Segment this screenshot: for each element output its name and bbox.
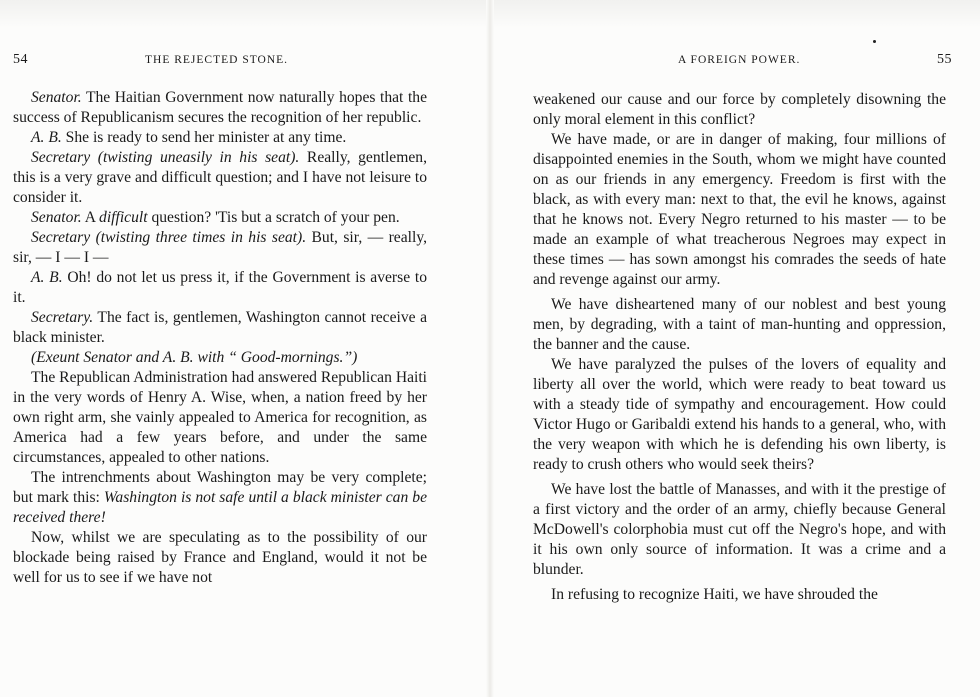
speaker: Secretary (twisting three times in his seat). bbox=[31, 229, 307, 246]
emphasis: Washington is not safe until a black minister can be received there! bbox=[13, 489, 428, 526]
ink-speck bbox=[873, 40, 876, 43]
italic-word: difficult bbox=[99, 209, 148, 226]
left-page-body bbox=[13, 88, 427, 588]
paragraph: A. B. Oh! do not let us press it, if the Government is averse to it. bbox=[13, 269, 427, 306]
right-page-number: 55 bbox=[937, 52, 952, 67]
speaker: A. B. bbox=[31, 129, 62, 146]
paragraph: We have made, or are in danger of making, four millions of disappointed enemies in the South, whom we might have counted on as our friends in any emergency. Freedom is first with the black, as with every man: next to that, the evil he knows, against that he knows not. Every Negro returned to his master — to be made an example of what treacherous Negroes may expect in these times — has sown amongst his comrades the seeds of hate and revenge against our army. bbox=[533, 131, 946, 288]
speaker: Senator. bbox=[31, 89, 82, 106]
speaker: A. B. bbox=[31, 269, 63, 286]
left-running-header bbox=[13, 52, 427, 72]
paragraph: Senator. The Haitian Government now naturally hopes that the success of Republicanism secures the recognition of her republic. bbox=[13, 89, 427, 126]
book-gutter bbox=[486, 0, 494, 697]
stage-direction: (Exeunt Senator and A. B. with “ Good-mornings.”) bbox=[31, 349, 358, 366]
paragraph: The intrenchments about Washington may be very complete; but mark this: Washington is not safe until a black minister can be received there! bbox=[13, 469, 428, 526]
paragraph: Secretary. The fact is, gentlemen, Washington cannot receive a black minister. bbox=[13, 309, 427, 346]
paragraph: We have paralyzed the pulses of the lovers of equality and liberty all over the world, which were ready to beat toward us with a steady tide of sympathy and encouragement. How could Victor Hugo or Garibaldi extend his hands to a general, who, with the very weapon with which he is defending his own liberty, is ready to crush others who would seek theirs? bbox=[533, 356, 946, 473]
paragraph: The Republican Administration had answered Republican Haiti in the very words of Henry A. Wise, when, a nation freed by her own right arm, she vainly appealed to America for recognition, as America had a few years before, and under the same circumstances, appealed to other nations. bbox=[13, 369, 427, 466]
speaker: Senator. bbox=[31, 209, 82, 226]
paragraph: Now, whilst we are speculating as to the possibility of our blockade being raised by France and England, would it not be well for us to see if we have not bbox=[13, 529, 427, 586]
right-page bbox=[533, 52, 952, 605]
right-running-title: A FOREIGN POWER. bbox=[678, 54, 801, 66]
paragraph: We have lost the battle of Manasses, and with it the prestige of a first victory and the order of an army, chiefly because General McDowell's colorphobia must cut off the Negro's hope, and with it his own only source of information. It was a crime and a blunder. bbox=[533, 481, 946, 578]
paragraph: Senator. A difficult question? 'Tis but a scratch of your pen. bbox=[31, 209, 400, 226]
paragraph: In refusing to recognize Haiti, we have shrouded the bbox=[551, 586, 878, 603]
left-running-title: THE REJECTED STONE. bbox=[145, 54, 289, 66]
left-page-number: 54 bbox=[13, 52, 28, 67]
left-page bbox=[13, 52, 427, 588]
speaker: Secretary. bbox=[31, 309, 94, 326]
paragraph: weakened our cause and our force by completely disowning the only moral element in this conflict? bbox=[533, 91, 946, 128]
right-running-header bbox=[533, 52, 952, 72]
paragraph: Secretary (twisting three times in his seat). But, sir, — really, sir, — I — I — bbox=[13, 229, 428, 266]
paragraph: Secretary (twisting uneasily in his seat). Really, gentlemen, this is a very grave and difficult question; and I have not leisure to consider it. bbox=[13, 149, 427, 206]
paragraph: A. B. She is ready to send her minister at any time. bbox=[31, 129, 347, 146]
speaker: Secretary (twisting uneasily in his seat). bbox=[31, 149, 300, 166]
paragraph: We have disheartened many of our noblest and best young men, by degrading, with a taint of man-hunting and oppression, the banner and the cause. bbox=[533, 296, 946, 353]
right-page-body bbox=[533, 90, 946, 605]
